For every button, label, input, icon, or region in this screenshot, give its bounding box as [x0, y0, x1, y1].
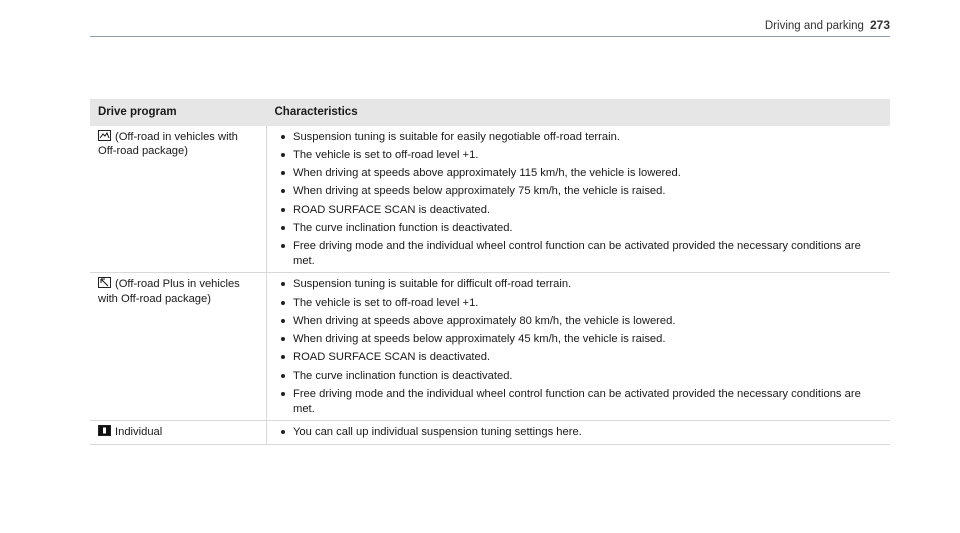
list-item: Free driving mode and the individual wheel control function can be activated provided the necessary conditions are met.: [279, 239, 882, 268]
characteristics-cell: [267, 421, 891, 445]
header-divider: [90, 36, 890, 37]
individual-icon: [98, 425, 111, 436]
drive-program-label: (Off-road Plus in vehicles with Off-road package): [98, 278, 240, 305]
offroad-icon: [98, 130, 111, 141]
table-row: [90, 126, 890, 273]
drive-program-table: [90, 99, 890, 445]
characteristics-cell: [267, 273, 891, 421]
list-item: When driving at speeds above approximately 115 km/h, the vehicle is lowered.: [279, 166, 882, 181]
list-item: When driving at speeds below approximately 45 km/h, the vehicle is raised.: [279, 332, 882, 347]
drive-program-cell: [90, 273, 267, 421]
list-item: Free driving mode and the individual wheel control function can be activated provided the necessary conditions are met.: [279, 387, 882, 416]
list-item: The vehicle is set to off-road level +1.: [279, 148, 882, 163]
drive-program-cell: [90, 421, 267, 445]
list-item: ROAD SURFACE SCAN is deactivated.: [279, 203, 882, 218]
list-item: Suspension tuning is suitable for easily negotiable off-road terrain.: [279, 130, 882, 145]
drive-program-label: (Off-road in vehicles with Off-road package): [98, 130, 238, 157]
offroad-plus-icon: [98, 277, 111, 288]
table-row: [90, 273, 890, 421]
column-header-drive-program: Drive program: [90, 99, 267, 126]
drive-program-cell: [90, 126, 267, 273]
list-item: You can call up individual suspension tuning settings here.: [279, 425, 882, 440]
section-title: Driving and parking: [764, 20, 864, 32]
column-header-characteristics: Characteristics: [267, 99, 891, 126]
list-item: The curve inclination function is deactivated.: [279, 221, 882, 236]
list-item: Suspension tuning is suitable for difficult off-road terrain.: [279, 277, 882, 292]
page-number: 273: [869, 18, 890, 32]
characteristics-cell: [267, 126, 891, 273]
list-item: The curve inclination function is deactivated.: [279, 369, 882, 384]
list-item: The vehicle is set to off-road level +1.: [279, 296, 882, 311]
list-item: ROAD SURFACE SCAN is deactivated.: [279, 350, 882, 365]
list-item: When driving at speeds below approximately 75 km/h, the vehicle is raised.: [279, 184, 882, 199]
table-header-row: [90, 99, 890, 126]
drive-program-label: Individual: [115, 426, 163, 439]
page-header: [765, 18, 890, 32]
list-item: When driving at speeds above approximately 80 km/h, the vehicle is lowered.: [279, 314, 882, 329]
table-row: [90, 421, 890, 445]
